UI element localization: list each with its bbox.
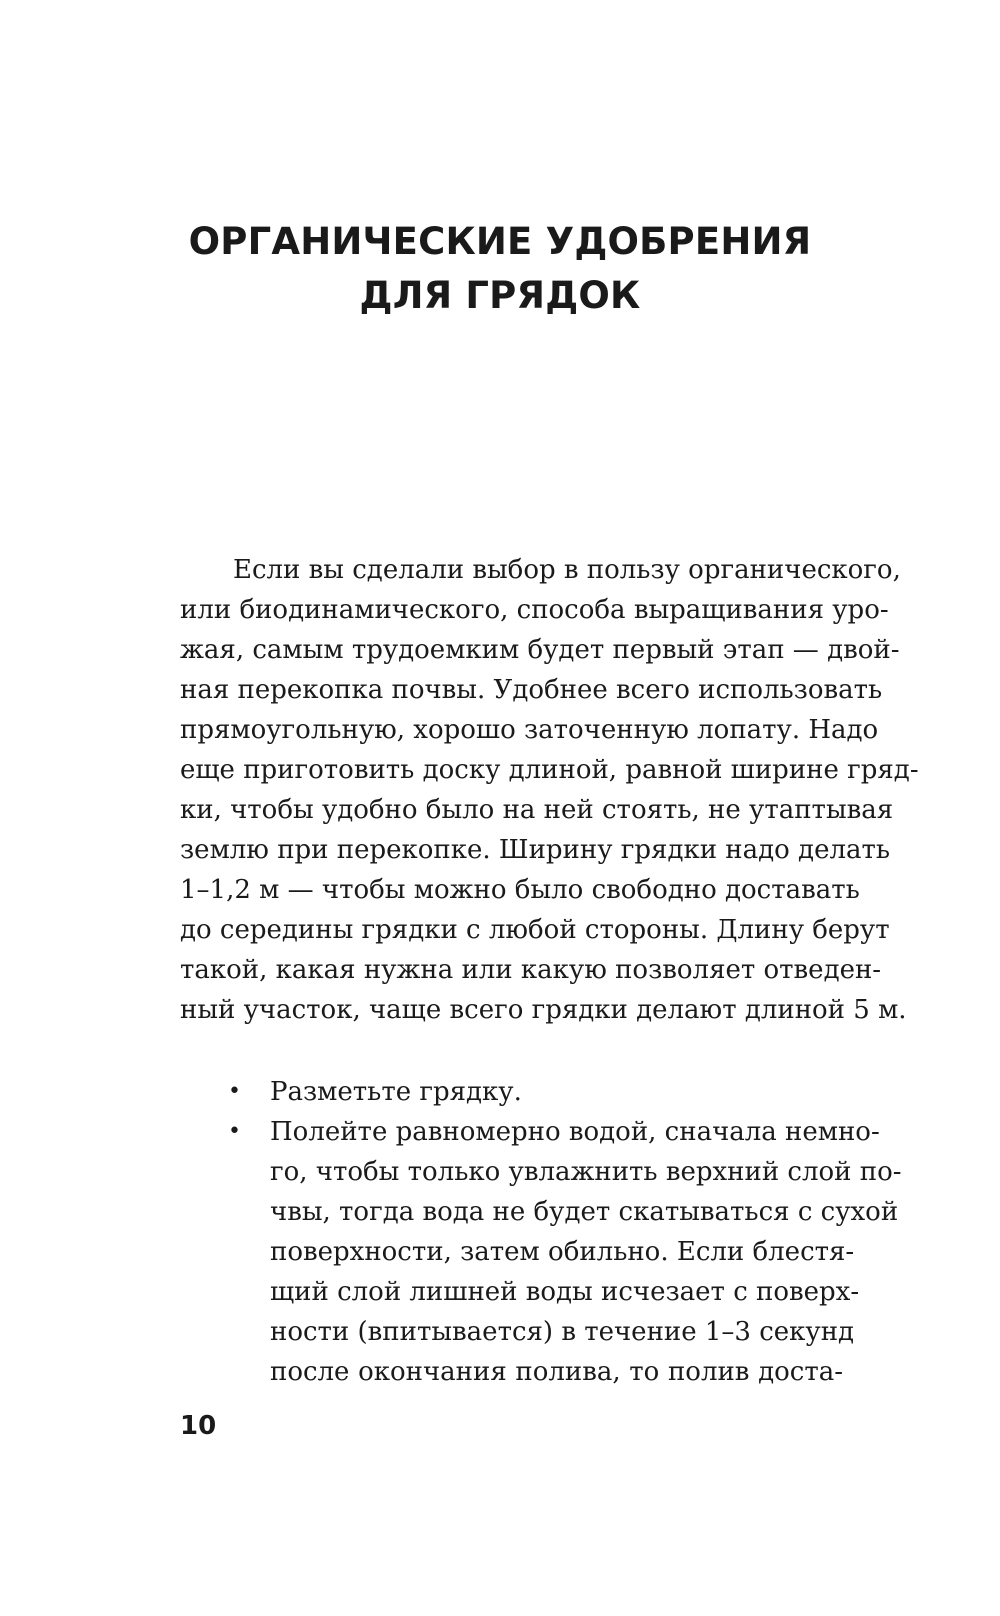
list-item-line: щий слой лишней воды исчезает с поверх- xyxy=(270,1277,860,1307)
paragraph-line: такой, какая нужна или какую позволяет отведен- xyxy=(180,955,882,985)
list-item-line: ности (впитывается) в течение 1–3 секунд xyxy=(270,1317,855,1347)
paragraph-line: жая, самым трудоемким будет первый этап — двой- xyxy=(180,635,900,665)
paragraph-line: Если вы сделали выбор в пользу органического, xyxy=(233,555,901,585)
paragraph-line: или биодинамического, способа выращивания уро- xyxy=(180,595,889,625)
page-number: 10 xyxy=(180,1411,217,1441)
paragraph-line: ная перекопка почвы. Удобнее всего использовать xyxy=(180,675,883,705)
bullet-marker: • xyxy=(228,1119,241,1144)
list-item-line: го, чтобы только увлажнить верхний слой по- xyxy=(270,1157,902,1187)
paragraph-line: до середины грядки с любой стороны. Длину берут xyxy=(180,915,890,945)
chapter-title-line-1: ОРГАНИЧЕСКИЕ УДОБРЕНИЯ xyxy=(188,220,812,263)
chapter-title-line-2: ДЛЯ ГРЯДОК xyxy=(359,274,641,317)
paragraph-line: еще приготовить доску длиной, равной ширине гряд- xyxy=(180,755,919,785)
paragraph-line: землю при перекопке. Ширину грядки надо делать xyxy=(180,835,891,865)
bullet-marker: • xyxy=(228,1079,241,1104)
list-item-line: после окончания полива, то полив доста- xyxy=(270,1357,843,1387)
list-item-line: Разметьте грядку. xyxy=(270,1077,522,1107)
list-item-line: Полейте равномерно водой, сначала немно- xyxy=(270,1117,880,1147)
paragraph-line: 1–1,2 м — чтобы можно было свободно доставать xyxy=(180,875,860,905)
list-item-line: поверхности, затем обильно. Если блестя- xyxy=(270,1237,855,1267)
paragraph-line: ный участок, чаще всего грядки делают длиной 5 м. xyxy=(180,995,907,1025)
list-item-line: чвы, тогда вода не будет скатываться с сухой xyxy=(270,1197,899,1227)
paragraph-line: прямоугольную, хорошо заточенную лопату. Надо xyxy=(180,715,879,745)
paragraph-line: ки, чтобы удобно было на ней стоять, не утаптывая xyxy=(180,795,894,825)
